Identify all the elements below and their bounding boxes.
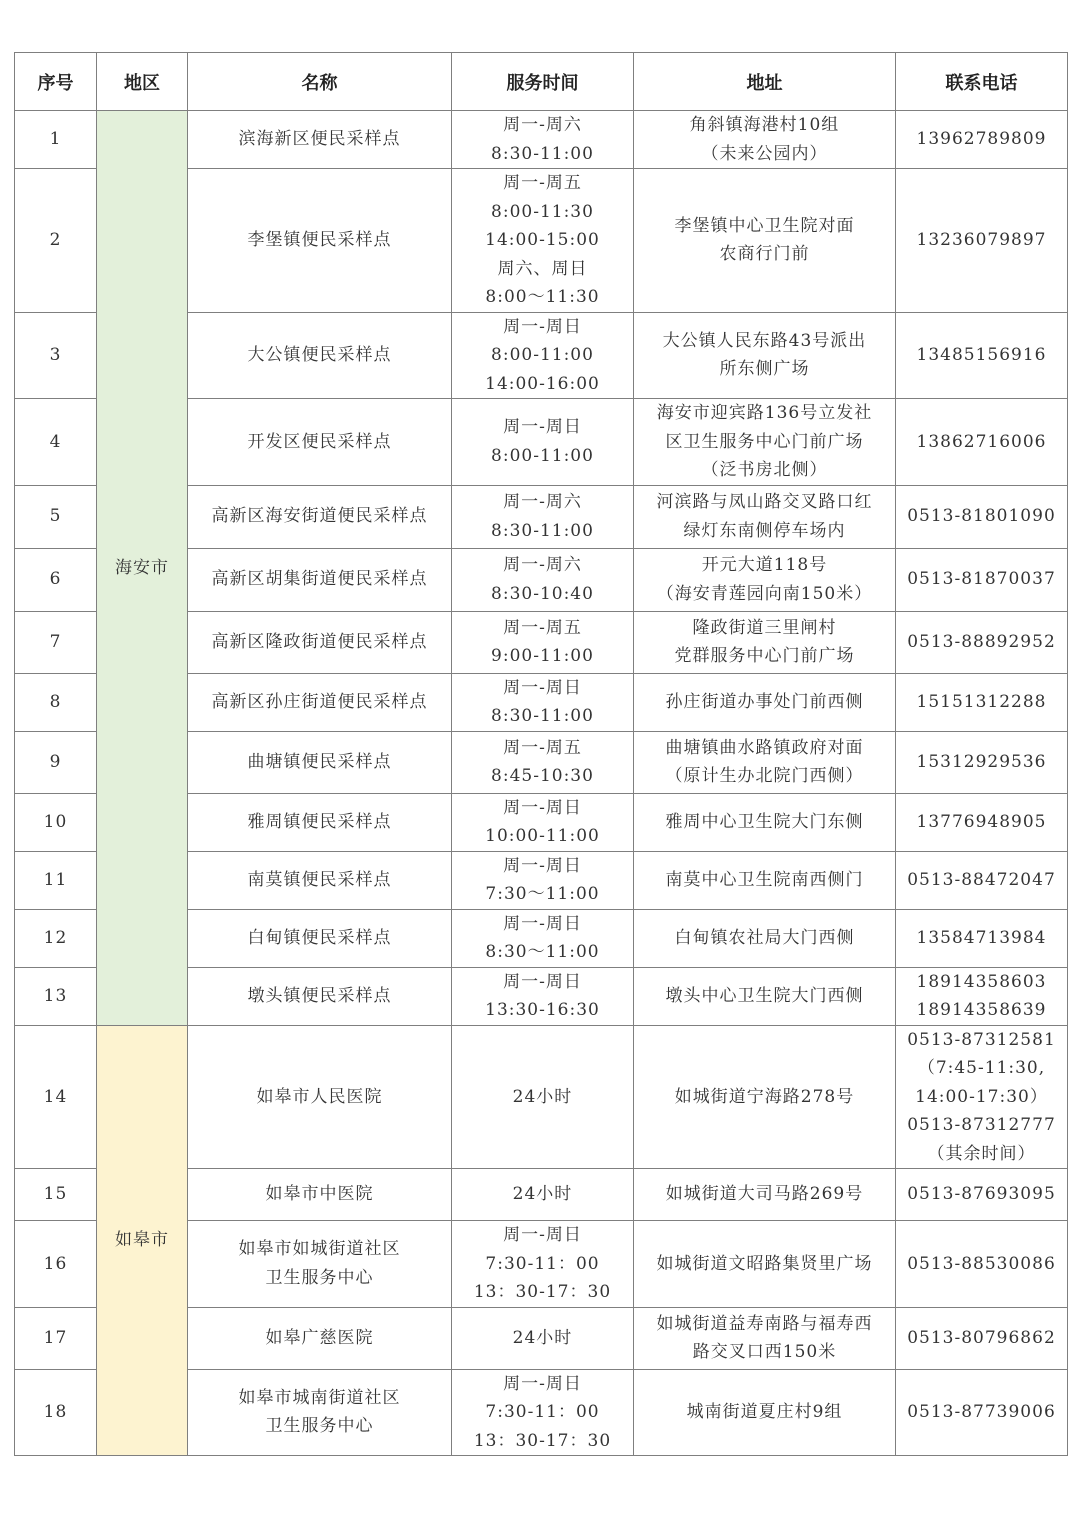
name-text: 高新区海安街道便民采样点	[211, 506, 428, 527]
cell-hours	[452, 611, 634, 673]
cell-index	[15, 1025, 97, 1169]
table-body	[15, 111, 1068, 1456]
cell-phone	[896, 909, 1068, 967]
cell-index	[15, 1169, 97, 1221]
cell-address	[634, 673, 896, 731]
address-text: 孙庄街道办事处门前西侧	[665, 691, 864, 712]
cell-address	[634, 851, 896, 909]
cell-phone	[896, 611, 1068, 673]
index-text: 18	[43, 1402, 68, 1422]
phone-text: 13862716006	[916, 431, 1047, 452]
phone-text: 14:00-17:30）	[915, 1086, 1048, 1107]
index-text: 1	[49, 129, 62, 150]
index-text: 17	[43, 1327, 68, 1348]
hours-text: 24小时	[512, 1184, 573, 1205]
hours-text: 8:30-11:00	[491, 706, 594, 726]
hours-text: 13：30-17：30	[473, 1430, 612, 1451]
hours-text: 7:30-11：00	[485, 1253, 600, 1274]
cell-address	[634, 548, 896, 611]
hours-text: 8:30～11:00	[485, 942, 600, 962]
index-text: 5	[49, 506, 62, 527]
address-text: 河滨路与凤山路交叉路口红	[656, 492, 873, 512]
hours-text: 周一-周日	[503, 797, 582, 818]
address-text: 南莫中心卫生院南西侧门	[665, 869, 864, 890]
address-text: 开元大道118号	[701, 555, 828, 575]
cell-address	[634, 1025, 896, 1169]
phone-text: 0513-88530086	[907, 1253, 1056, 1274]
header-name: 名称	[188, 53, 452, 111]
cell-hours	[452, 1221, 634, 1308]
phone-text: （其余时间）	[927, 1143, 1036, 1164]
hours-text: 周一-周日	[503, 913, 582, 934]
address-text: 城南街道夏庄村9组	[686, 1402, 843, 1422]
name-text: 如皋广慈医院	[265, 1327, 374, 1348]
cell-index	[15, 111, 97, 169]
cell-index	[15, 967, 97, 1025]
hours-text: 8:30-10:40	[491, 583, 594, 604]
hours-text: 8:45-10:30	[491, 766, 594, 786]
hours-text: 13:30-16:30	[485, 1000, 600, 1020]
cell-name	[188, 909, 452, 967]
cell-address	[634, 111, 896, 169]
hours-text: 周一-周六	[503, 492, 582, 512]
cell-hours	[452, 1025, 634, 1169]
cell-hours	[452, 485, 634, 548]
index-text: 3	[49, 345, 62, 365]
hours-text: 7:30～11:00	[485, 884, 600, 904]
address-text: 如城街道宁海路278号	[674, 1086, 855, 1107]
phone-text: 0513-87312581	[907, 1029, 1056, 1050]
cell-address	[634, 611, 896, 673]
cell-phone	[896, 111, 1068, 169]
name-text: 如皋市如城街道社区	[238, 1239, 401, 1260]
address-text: （海安青莲园向南150米）	[656, 583, 873, 604]
cell-phone	[896, 312, 1068, 399]
cell-hours	[452, 1169, 634, 1221]
phone-text: 0513-87312777	[907, 1115, 1056, 1135]
phone-text: 0513-87739006	[907, 1402, 1056, 1422]
cell-name	[188, 1221, 452, 1308]
index-text: 8	[49, 691, 62, 712]
cell-name	[188, 169, 452, 313]
cell-index	[15, 731, 97, 793]
cell-phone	[896, 1307, 1068, 1369]
address-text: 如城街道文昭路集贤里广场	[656, 1253, 873, 1274]
cell-phone	[896, 673, 1068, 731]
cell-address	[634, 909, 896, 967]
index-text: 9	[49, 751, 62, 772]
address-text: 所东侧广场	[719, 359, 810, 380]
header-hours: 服务时间	[452, 53, 634, 111]
cell-phone	[896, 1369, 1068, 1456]
index-text: 14	[43, 1086, 68, 1107]
address-text: 如城街道益寿南路与福寿西	[656, 1313, 873, 1334]
region-haian: 海安市	[97, 111, 188, 1026]
hours-text: 周一-周日	[503, 677, 582, 698]
hours-text: 周一-周日	[503, 971, 582, 992]
index-text: 16	[43, 1253, 68, 1274]
address-text: （未来公园内）	[701, 143, 828, 164]
phone-text: 0513-87693095	[907, 1184, 1056, 1205]
name-text: 如皋市中医院	[265, 1184, 374, 1205]
cell-phone	[896, 731, 1068, 793]
phone-text: 15312929536	[916, 751, 1047, 772]
cell-name	[188, 1025, 452, 1169]
address-text: 白甸镇农社局大门西侧	[674, 927, 855, 948]
cell-address	[634, 1307, 896, 1369]
phone-text: 13584713984	[916, 927, 1047, 948]
cell-address	[634, 312, 896, 399]
phone-text: 0513-88892952	[907, 631, 1056, 652]
cell-hours	[452, 111, 634, 169]
name-text: 雅周镇便民采样点	[247, 811, 392, 832]
hours-text: 24小时	[512, 1086, 573, 1107]
hours-text: 14:00-15:00	[485, 230, 600, 250]
index-text: 2	[49, 230, 62, 250]
cell-phone	[896, 1169, 1068, 1221]
hours-text: 9:00-11:00	[491, 646, 594, 666]
address-text: 大公镇人民东路43号派出	[662, 330, 867, 351]
table-row	[15, 111, 1068, 169]
cell-phone	[896, 169, 1068, 313]
hours-text: 周一-周五	[503, 737, 582, 758]
cell-name	[188, 111, 452, 169]
cell-index	[15, 485, 97, 548]
cell-name	[188, 793, 452, 851]
hours-text: 8:00-11:00	[491, 445, 594, 466]
phone-text: 0513-81870037	[907, 569, 1056, 590]
name-text: 如皋市城南街道社区	[238, 1387, 401, 1408]
name-text: 墩头镇便民采样点	[247, 985, 392, 1006]
hours-text: 8:00-11:00	[491, 345, 594, 365]
address-text: （泛书房北侧）	[701, 460, 828, 480]
cell-name	[188, 312, 452, 399]
cell-address	[634, 399, 896, 486]
name-text: 卫生服务中心	[265, 1267, 374, 1288]
cell-hours	[452, 548, 634, 611]
hours-text: 周一-周日	[503, 1373, 582, 1394]
address-text: 隆政街道三里闸村	[692, 617, 837, 638]
phone-text: 18914358603	[916, 971, 1047, 992]
name-text: 李堡镇便民采样点	[247, 230, 392, 250]
cell-name	[188, 548, 452, 611]
cell-address	[634, 1169, 896, 1221]
header-row	[15, 53, 1068, 111]
address-text: 墩头中心卫生院大门西侧	[665, 985, 864, 1006]
index-text: 7	[49, 631, 62, 652]
address-text: 路交叉口西150米	[692, 1342, 837, 1362]
address-text: 区卫生服务中心门前广场	[665, 431, 864, 452]
cell-index	[15, 169, 97, 313]
name-text: 滨海新区便民采样点	[238, 129, 401, 150]
hours-text: 8:30-11:00	[491, 143, 594, 164]
hours-text: 周一-周五	[503, 617, 582, 638]
hours-text: 周一-周日	[503, 417, 582, 438]
index-text: 6	[49, 569, 62, 590]
hours-text: 周一-周日	[503, 1225, 582, 1245]
name-text: 白甸镇便民采样点	[247, 927, 392, 948]
phone-text: 13485156916	[916, 345, 1047, 365]
cell-address	[634, 967, 896, 1025]
header-index: 序号	[15, 53, 97, 111]
cell-index	[15, 673, 97, 731]
hours-text: 10:00-11:00	[485, 826, 600, 846]
phone-text: 0513-80796862	[907, 1327, 1056, 1348]
index-text: 13	[43, 985, 68, 1006]
header-address: 地址	[634, 53, 896, 111]
name-text: 如皋市人民医院	[256, 1086, 383, 1107]
hours-text: 周一-周五	[503, 173, 582, 193]
name-text: 曲塘镇便民采样点	[247, 751, 392, 772]
address-text: 绿灯东南侧停车场内	[683, 520, 846, 541]
name-text: 南莫镇便民采样点	[247, 869, 392, 890]
hours-text: 周一-周日	[503, 316, 582, 337]
hours-text: 周一-周六	[503, 555, 582, 575]
cell-index	[15, 312, 97, 399]
cell-phone	[896, 851, 1068, 909]
hours-text: 24小时	[512, 1327, 573, 1348]
phone-text: 18914358639	[916, 1000, 1047, 1020]
name-text: 卫生服务中心	[265, 1416, 374, 1437]
address-text: 党群服务中心门前广场	[674, 646, 855, 666]
cell-hours	[452, 1369, 634, 1456]
cell-hours	[452, 967, 634, 1025]
hours-text: 8:30-11:00	[491, 520, 594, 541]
cell-hours	[452, 909, 634, 967]
cell-address	[634, 485, 896, 548]
cell-index	[15, 793, 97, 851]
phone-text: 13236079897	[916, 230, 1047, 250]
cell-index	[15, 851, 97, 909]
cell-address	[634, 1221, 896, 1308]
cell-name	[188, 611, 452, 673]
cell-name	[188, 673, 452, 731]
cell-index	[15, 1221, 97, 1308]
cell-phone	[896, 793, 1068, 851]
address-text: 角斜镇海港村10组	[689, 115, 840, 135]
cell-address	[634, 731, 896, 793]
cell-name	[188, 1169, 452, 1221]
hours-text: 14:00-16:00	[485, 373, 600, 394]
address-text: 雅周中心卫生院大门东侧	[665, 811, 864, 832]
address-text: 李堡镇中心卫生院对面	[674, 215, 855, 236]
cell-name	[188, 731, 452, 793]
cell-index	[15, 399, 97, 486]
address-text: 农商行门前	[719, 244, 810, 265]
hours-text: 13：30-17：30	[473, 1282, 612, 1302]
cell-phone	[896, 967, 1068, 1025]
name-text: 高新区胡集街道便民采样点	[211, 569, 428, 590]
cell-hours	[452, 1307, 634, 1369]
hours-text: 8:00～11:30	[485, 287, 600, 307]
cell-index	[15, 611, 97, 673]
cell-phone	[896, 485, 1068, 548]
cell-name	[188, 1369, 452, 1456]
cell-hours	[452, 731, 634, 793]
phone-text: 15151312288	[916, 691, 1047, 712]
cell-name	[188, 967, 452, 1025]
cell-hours	[452, 793, 634, 851]
name-text: 高新区孙庄街道便民采样点	[211, 691, 428, 712]
header-region: 地区	[97, 53, 188, 111]
cell-phone	[896, 1221, 1068, 1308]
phone-text: 0513-81801090	[907, 506, 1056, 527]
name-text: 开发区便民采样点	[247, 431, 392, 452]
address-text: 如城街道大司马路269号	[665, 1184, 864, 1205]
cell-hours	[452, 312, 634, 399]
phone-text: （7:45-11:30,	[917, 1058, 1046, 1078]
cell-address	[634, 169, 896, 313]
cell-name	[188, 1307, 452, 1369]
phone-text: 13776948905	[916, 811, 1047, 832]
cell-index	[15, 548, 97, 611]
name-text: 大公镇便民采样点	[247, 345, 392, 365]
hours-text: 7:30-11：00	[485, 1402, 600, 1422]
address-text: 曲塘镇曲水路镇政府对面	[665, 737, 864, 758]
cell-hours	[452, 399, 634, 486]
hours-text: 周一-周日	[503, 855, 582, 876]
cell-name	[188, 851, 452, 909]
hours-text: 周一-周六	[503, 115, 582, 135]
cell-index	[15, 909, 97, 967]
hours-text: 8:00-11:30	[491, 201, 594, 222]
cell-hours	[452, 673, 634, 731]
region-rugao: 如皋市	[97, 1025, 188, 1456]
cell-index	[15, 1307, 97, 1369]
cell-hours	[452, 169, 634, 313]
cell-name	[188, 485, 452, 548]
index-text: 11	[43, 869, 68, 890]
address-text: 海安市迎宾路136号立发社	[656, 403, 873, 423]
cell-index	[15, 1369, 97, 1456]
index-text: 4	[49, 431, 62, 452]
cell-hours	[452, 851, 634, 909]
cell-phone	[896, 548, 1068, 611]
cell-address	[634, 1369, 896, 1456]
cell-phone	[896, 1025, 1068, 1169]
index-text: 12	[43, 927, 68, 948]
cell-phone	[896, 399, 1068, 486]
cell-name	[188, 399, 452, 486]
index-text: 10	[43, 811, 68, 832]
header-phone: 联系电话	[896, 53, 1068, 111]
address-text: （原计生办北院门西侧）	[665, 766, 864, 786]
name-text: 高新区隆政街道便民采样点	[211, 631, 428, 652]
sampling-sites-table	[14, 52, 1068, 1456]
index-text: 15	[43, 1184, 68, 1205]
cell-address	[634, 793, 896, 851]
phone-text: 0513-88472047	[907, 869, 1056, 890]
table-row	[15, 1025, 1068, 1169]
hours-text: 周六、周日	[497, 258, 588, 279]
phone-text: 13962789809	[916, 129, 1047, 150]
